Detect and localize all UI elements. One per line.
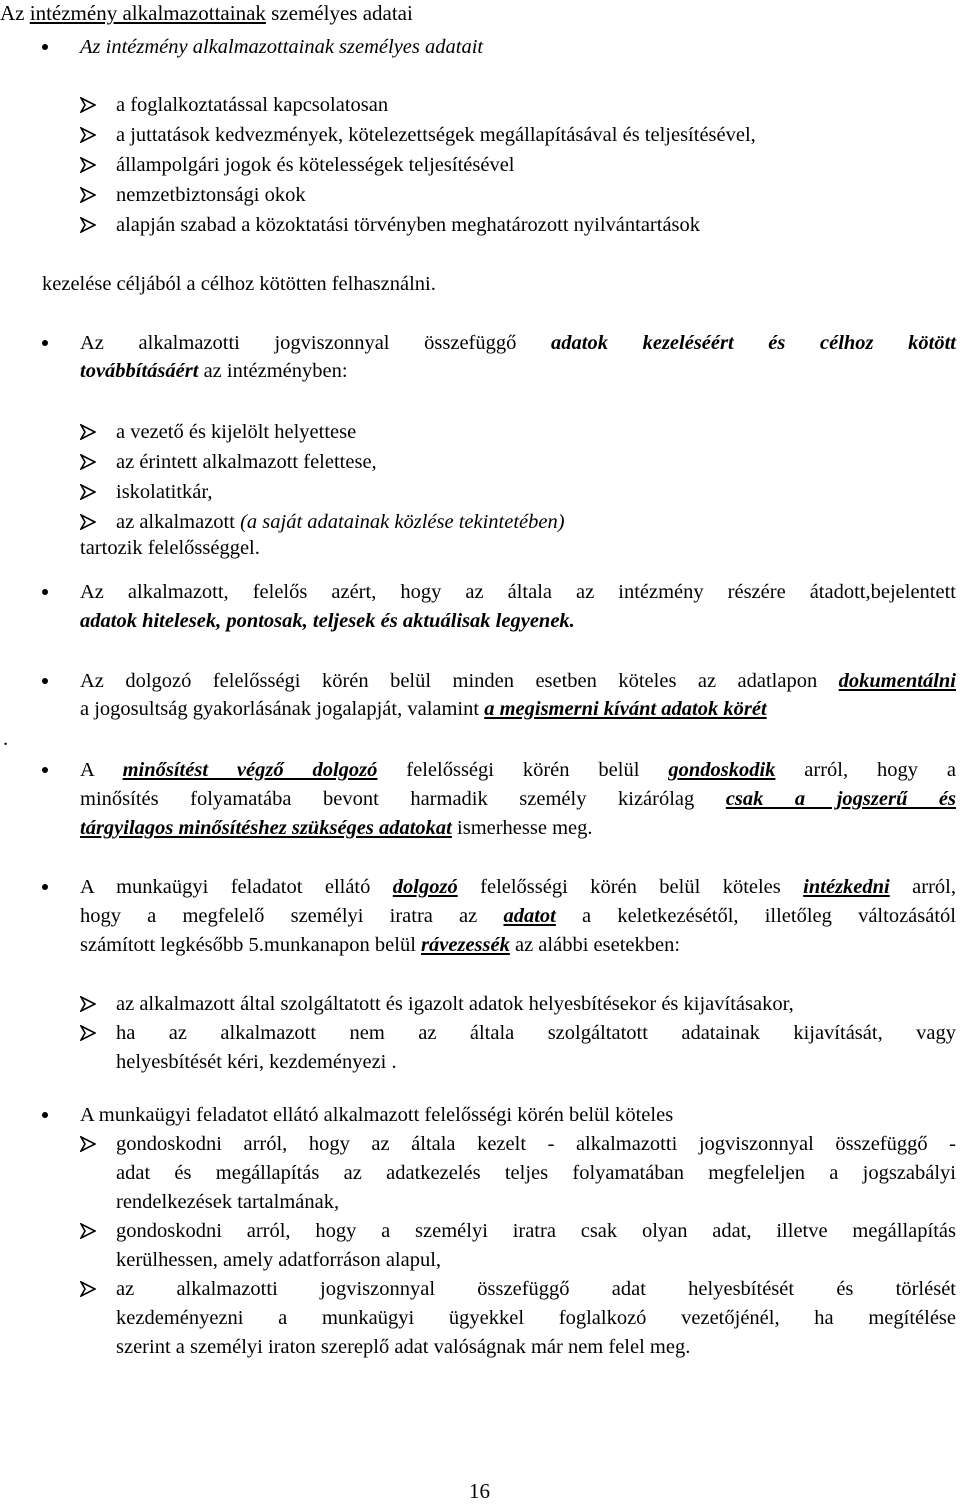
stray-dot: . [3, 728, 9, 750]
section-heading [80, 34, 483, 60]
list-item: a juttatások kedvezmények, kötelezettségek megállapításával és teljesítésével, [116, 124, 756, 146]
list-item-continuation: rendelkezések tartalmának, [116, 1191, 340, 1213]
text-span: arról, hogy a [775, 759, 956, 781]
bullet-icon [42, 1112, 48, 1118]
list-item [116, 509, 565, 535]
bullet-icon [42, 678, 48, 684]
arrow-bullet-icon [80, 514, 96, 530]
arrow-bullet-icon [80, 187, 96, 203]
emphasis-text: adatot [503, 905, 556, 927]
list-item: iskolatitkár, [116, 481, 213, 503]
paragraph-line [80, 358, 348, 384]
paragraph-line [80, 903, 956, 929]
emphasis-text: (a saját adatainak közlése tekintetében) [240, 511, 565, 533]
list-item: gondoskodni arról, hogy az általa kezelt - alkalmazotti jogviszonnyal összefüggő - [116, 1133, 956, 1155]
arrow-bullet-icon [80, 127, 96, 143]
arrow-bullet-icon [80, 1281, 96, 1297]
text-span: hogy a megfelelő személyi iratra az [80, 905, 504, 927]
arrow-bullet-icon [80, 454, 96, 470]
paragraph-line [80, 932, 680, 958]
list-item-continuation: szerint a személyi iraton szereplő adat valóságnak már nem felel meg. [116, 1336, 691, 1358]
list-item: nemzetbiztonsági okok [116, 184, 306, 206]
text-span: felelősségi körén belül köteles [457, 876, 804, 898]
list-item: állampolgári jogok és kötelességek teljesítésével [116, 154, 515, 176]
paragraph-text: kezelése céljából a célhoz kötötten felhasználni. [42, 273, 436, 295]
bullet-icon [42, 340, 48, 346]
arrow-bullet-icon [80, 217, 96, 233]
emphasis-text: adatok kezeléséért és célhoz kötött [551, 332, 957, 354]
emphasis-text: dolgozó [392, 876, 458, 898]
emphasis-text: adatok hitelesek, pontosak, teljesek és aktuálisak legyenek. [80, 610, 575, 632]
list-item: az alkalmazott által szolgáltatott és igazolt adatok helyesbítésekor és kijavításakor, [116, 993, 794, 1015]
emphasis-text: gondoskodik [668, 759, 776, 781]
arrow-bullet-icon [80, 996, 96, 1012]
list-item: ha az alkalmazott nem az általa szolgáltatott adatainak kijavítását, vagy [116, 1022, 956, 1044]
arrow-bullet-icon [80, 424, 96, 440]
paragraph-line [80, 696, 767, 722]
text-span: A munkaügyi feladatot ellátó [80, 876, 393, 898]
arrow-bullet-icon [80, 1136, 96, 1152]
text-span: az intézményben: [198, 360, 348, 382]
text-span: számított legkésőbb 5.munkanapon belül [80, 934, 422, 956]
list-item: az alkalmazotti jogviszonnyal összefüggő adat helyesbítését és törlését [116, 1278, 956, 1300]
list-item: gondoskodni arról, hogy a személyi iratra csak olyan adat, illetve megállapítás [116, 1220, 956, 1242]
text-span: felelősségi körén belül [377, 759, 669, 781]
emphasis-text: dokumentálni [838, 670, 956, 692]
paragraph-text: tartozik felelősséggel. [80, 537, 260, 559]
page-number: 16 [469, 1479, 490, 1503]
page-title [0, 0, 413, 26]
emphasis-text: rávezessék [421, 934, 510, 956]
emphasis-text: minősítést végző dolgozó [122, 759, 378, 781]
paragraph-line: A munkaügyi feladatot ellátó alkalmazott felelősségi körén belül köteles [80, 1104, 674, 1126]
list-item-continuation: kerülhessen, amely adatforráson alapul, [116, 1249, 442, 1271]
bullet-icon [42, 44, 48, 50]
emphasis-text: tárgyilagos minősítéshez szükséges adatokat [80, 817, 452, 839]
title-text-end: személyes adatai [265, 1, 413, 25]
text-span: ismerhesse meg. [451, 817, 593, 839]
paragraph-line: Az alkalmazott, felelős azért, hogy az általa az intézmény részére átadott,bejelentett [80, 581, 956, 603]
list-item-continuation: helyesbítését kéri, kezdeményezi . [116, 1051, 397, 1073]
text-span: a jogosultság gyakorlásának jogalapját, valamint [80, 698, 485, 720]
bullet-icon [42, 767, 48, 773]
text-span: A [80, 759, 123, 781]
arrow-bullet-icon [80, 1025, 96, 1041]
list-item-continuation: kezdeményezni a munkaügyi ügyekkel foglalkozó vezetőjénél, ha megítélése [116, 1307, 956, 1329]
list-item: alapján szabad a közoktatási törvényben meghatározott nyilvántartások [116, 214, 701, 236]
arrow-bullet-icon [80, 97, 96, 113]
section-heading-text: Az intézmény alkalmazottainak személyes adatait [80, 36, 484, 58]
paragraph-line [80, 668, 956, 694]
text-span: a keletkezésétől, illetőleg változásától [555, 905, 956, 927]
text-span: az alábbi esetekben: [509, 934, 681, 956]
list-item-continuation: adat és megállapítás az adatkezelés teljes folyamatában megfeleljen a jogszabályi [116, 1162, 956, 1184]
paragraph-line [80, 757, 956, 783]
emphasis-text: intézkedni [803, 876, 890, 898]
list-item: a vezető és kijelölt helyettese [116, 421, 357, 443]
arrow-bullet-icon [80, 1223, 96, 1239]
paragraph-line [80, 786, 956, 812]
bullet-icon [42, 884, 48, 890]
text-span: Az dolgozó felelősségi körén belül minden esetben köteles az adatlapon [80, 670, 839, 692]
paragraph-line [80, 330, 956, 356]
text-span: Az alkalmazotti jogviszonnyal összefüggő [80, 332, 552, 354]
arrow-bullet-icon [80, 484, 96, 500]
emphasis-text: a megismerni kívánt adatok körét [484, 698, 767, 720]
text-span: arról, [889, 876, 956, 898]
text-span: az alkalmazott [116, 511, 241, 533]
arrow-bullet-icon [80, 157, 96, 173]
title-text: Az [0, 1, 30, 25]
list-item: a foglalkoztatással kapcsolatosan [116, 94, 389, 116]
bullet-icon [42, 589, 48, 595]
emphasis-text: csak a jogszerű és [725, 788, 956, 810]
emphasis-text: továbbításáért [80, 360, 199, 382]
list-item: az érintett alkalmazott felettese, [116, 451, 377, 473]
title-underlined-text: intézmény alkalmazottainak [29, 1, 266, 25]
text-span: minősítés folyamatába bevont harmadik személy kizárólag [80, 788, 726, 810]
paragraph-line [80, 608, 575, 634]
paragraph-line [80, 815, 593, 841]
paragraph-line [80, 874, 956, 900]
